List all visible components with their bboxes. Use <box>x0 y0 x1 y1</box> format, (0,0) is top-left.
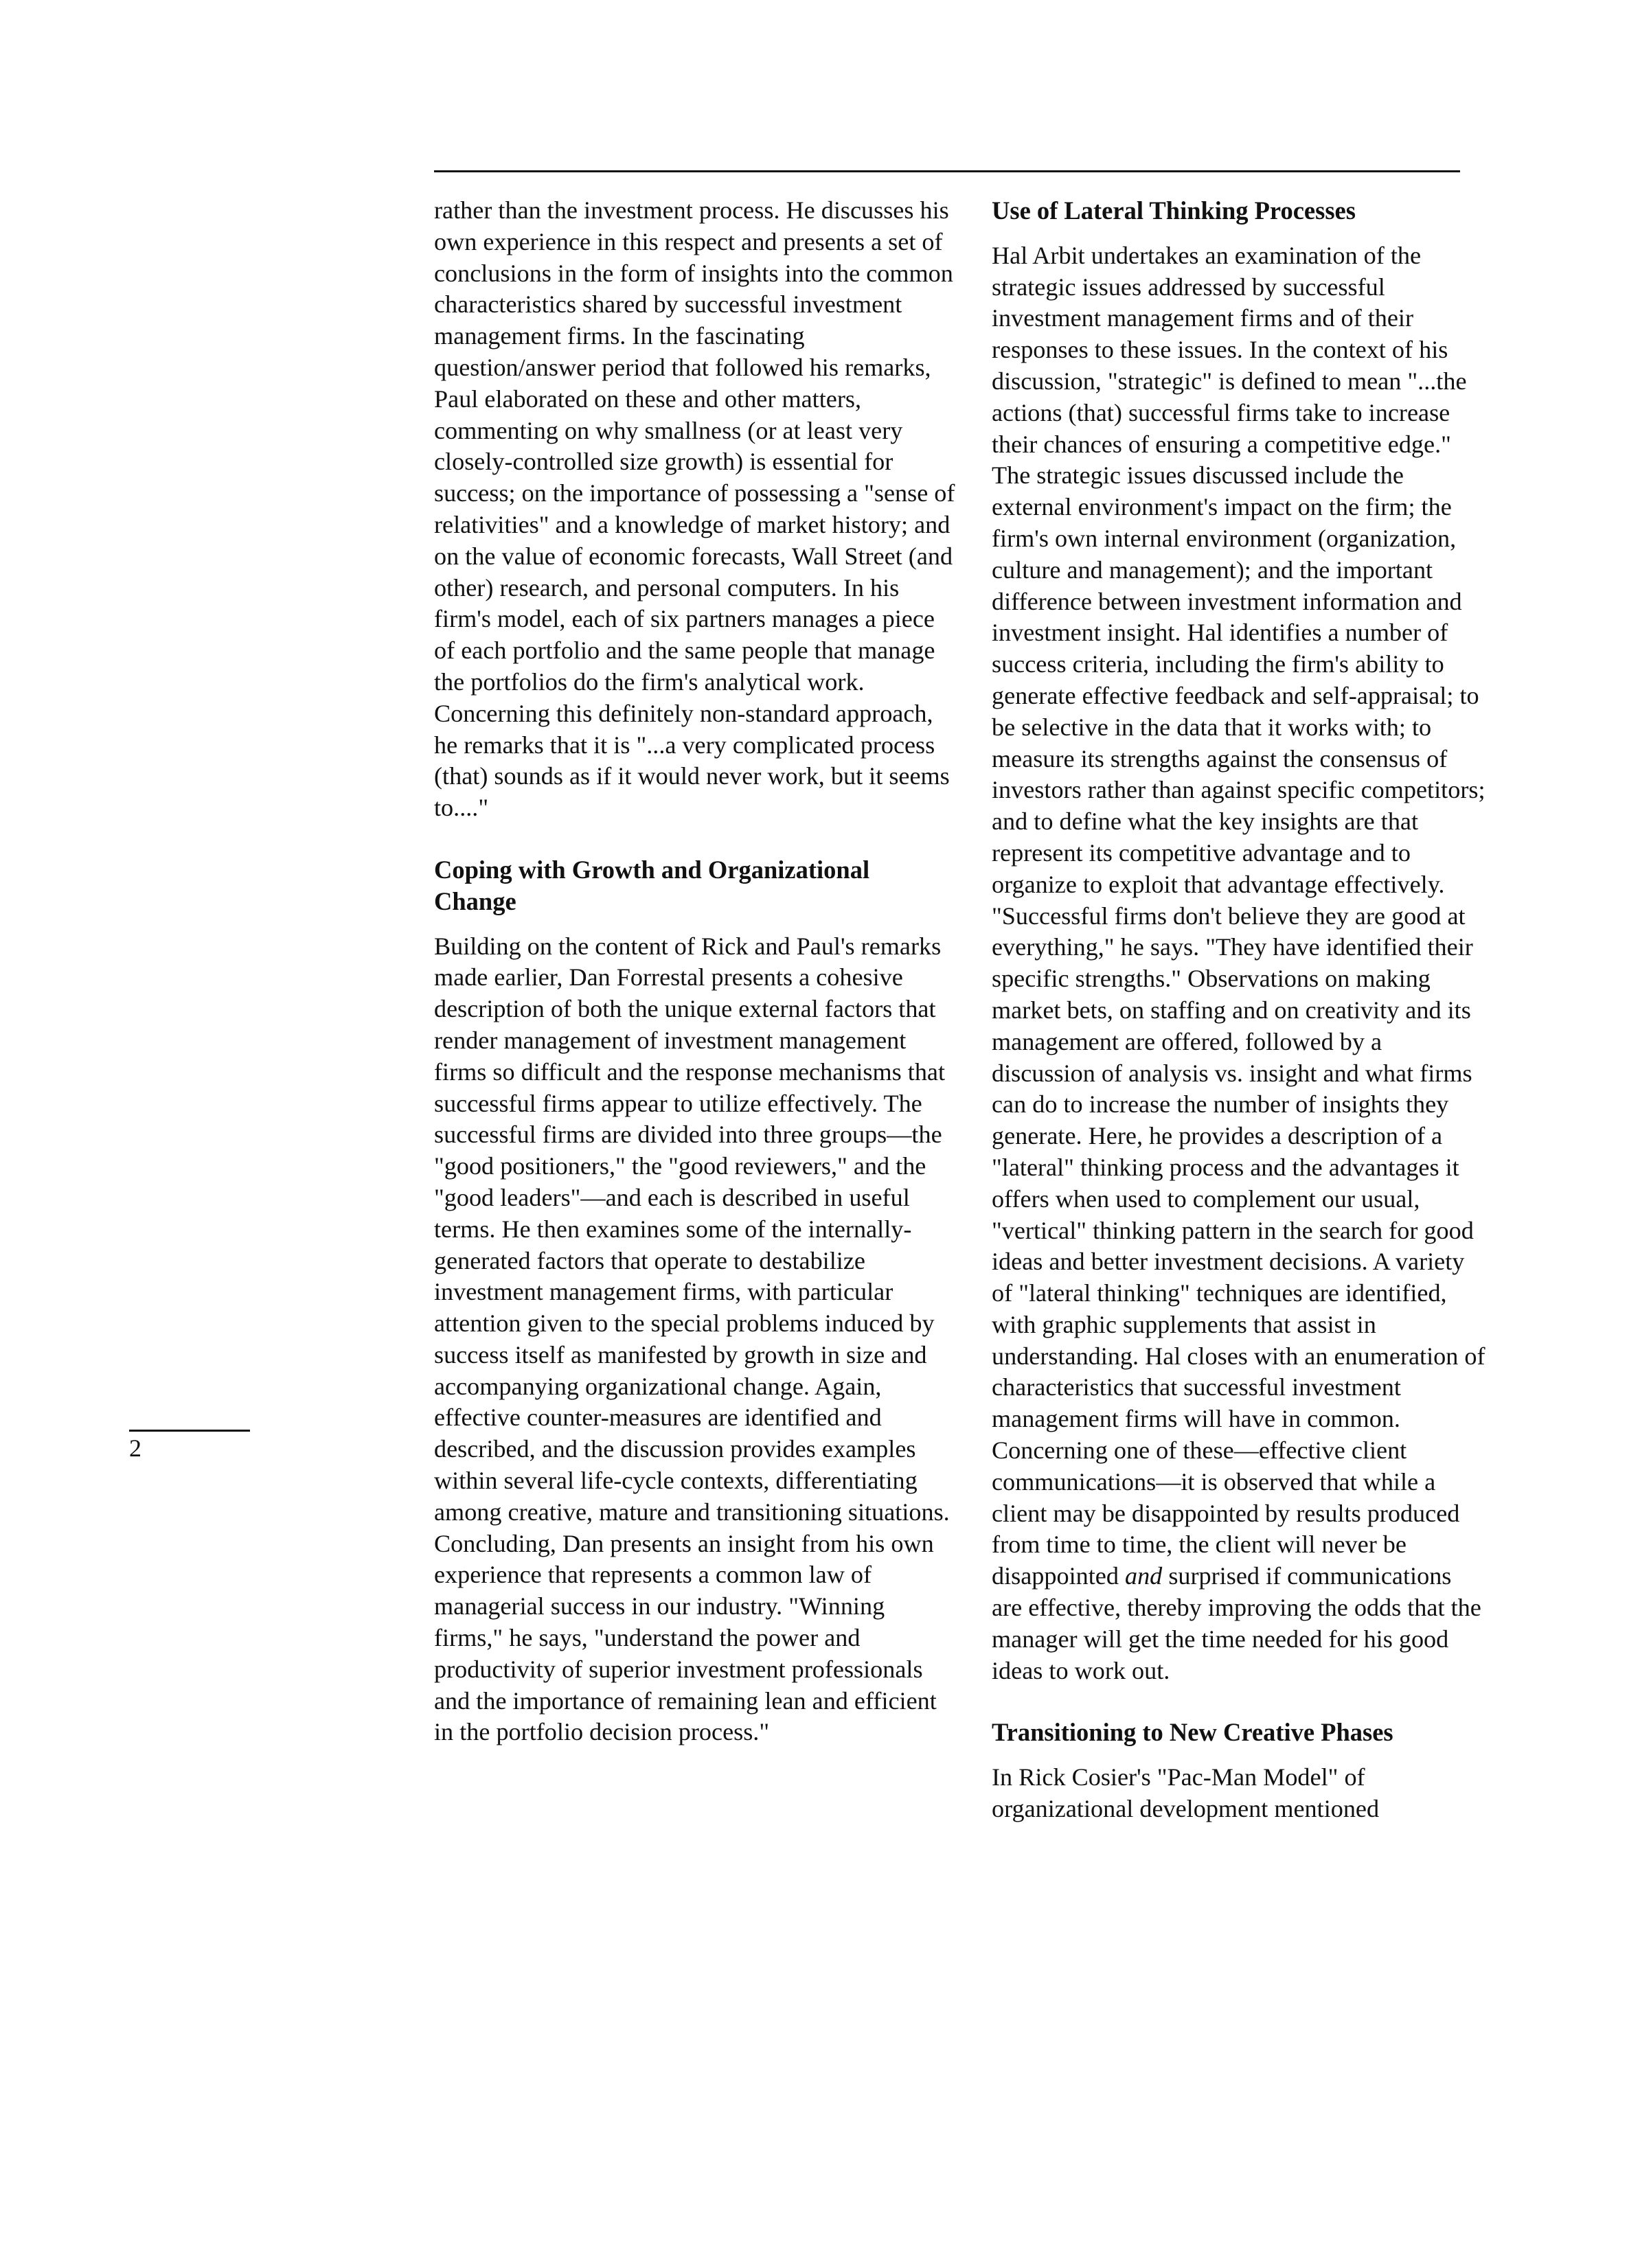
lateral-text-a: Hal Arbit undertakes an examination of the strategic issues addressed by successful investment management firms and of their responses to these issues. In the context of his discussion, "strategic" is defined to mean "...the actions (that) successful firms take to increase their chances of ensuring a competitive edge." The strategic issues discussed include the external environment's impact on the firm; the firm's own internal environment (organization, culture and management); and the important difference between investment information and investment insight. Hal identifies a number of success criteria, including the firm's ability to generate effective feedback and self-appraisal; to be selective in the data that it works with; to measure its strengths against the consensus of investors rather than against specific competitors; and to define what the key insights are that represent its competitive advantage and to organize to exploit that advantage effectively. "Successful firms don't believe they are good at everything," he says. "They have identified their specific strengths." Observations on making market bets, on staffing and on creativity and its management are offered, followed by a discussion of analysis vs. insight and what firms can do to increase the number of insights they generate. Here, he provides a description of a "lateral" thinking process and the advantages it offers when used to complement our usual, "vertical" thinking pattern in the search for good ideas and better investment decisions. A variety of "lateral thinking" techniques are identified, with graphic supplements that assist in understanding. Hal closes with an enumeration of characteristics that successful investment management firms will have in common. Concerning one of these—effective client communications—it is observed that while a client may be disappointed by results produced from time to time, the client will never be disappointed <box>992 241 1485 1590</box>
left-lead-paragraph: rather than the investment process. He discusses his own experience in this respect and presents a set of conclusions in the form of insights into the common characteristics shared by successful investment management firms. In the fascinating question/answer period that followed his remarks, Paul elaborated on these and other matters, commenting on why smallness (or at least very closely-controlled size growth) is essential for success; on the importance of possessing a "sense of relativities" and a knowledge of market history; and on the value of economic forecasts, Wall Street (and other) research, and personal computers. In his firm's model, each of six partners manages a piece of each portfolio and the same people that manage the portfolios do the firm's analytical work. Concerning this definitely non-standard approach, he remarks that it is "...a very complicated process (that) sounds as if it would never work, but it seems to...." <box>434 196 955 822</box>
page-number-rule <box>129 1430 250 1432</box>
lateral-text-b: surprised if communications are effective, thereby improving the odds that the manager will get the time needed for his good ideas to work out. <box>992 1562 1481 1684</box>
section-paragraph-transitioning: In Rick Cosier's "Pac-Man Model" of organizational development mentioned <box>992 1763 1380 1823</box>
right-column <box>992 195 1486 1825</box>
header-rule <box>434 170 1460 172</box>
section-paragraph-growth: Building on the content of Rick and Paul's remarks made earlier, Dan Forrestal presents a cohesive description of both the unique external factors that render management of investment management firms so difficult and the response mechanisms that successful firms appear to utilize effectively. The successful firms are divided into three groups—the "good positioners," the "good reviewers," and the "good leaders"—and each is described in useful terms. He then examines some of the internally-generated factors that operate to destabilize investment management firms, with particular attention given to the special problems induced by success itself as manifested by growth in size and accompanying organizational change. Again, effective counter-measures are identified and described, and the discussion provides examples within several life-cycle contexts, differentiating among creative, mature and transitioning situations. Concluding, Dan presents an insight from his own experience that represents a common law of managerial success in our industry. "Winning firms," he says, "understand the power and productivity of superior investment professionals and the importance of remaining lean and efficient in the portfolio decision process." <box>434 932 950 1746</box>
left-column <box>434 195 956 1748</box>
section-heading-lateral: Use of Lateral Thinking Processes <box>992 196 1356 225</box>
page-number: 2 <box>129 1434 141 1462</box>
section-heading-growth: Coping with Growth and Organizational Change <box>434 855 870 915</box>
section-heading-transitioning: Transitioning to New Creative Phases <box>992 1718 1393 1747</box>
section-paragraph-lateral <box>992 240 1486 1687</box>
lateral-emphasis: and <box>1124 1562 1163 1590</box>
